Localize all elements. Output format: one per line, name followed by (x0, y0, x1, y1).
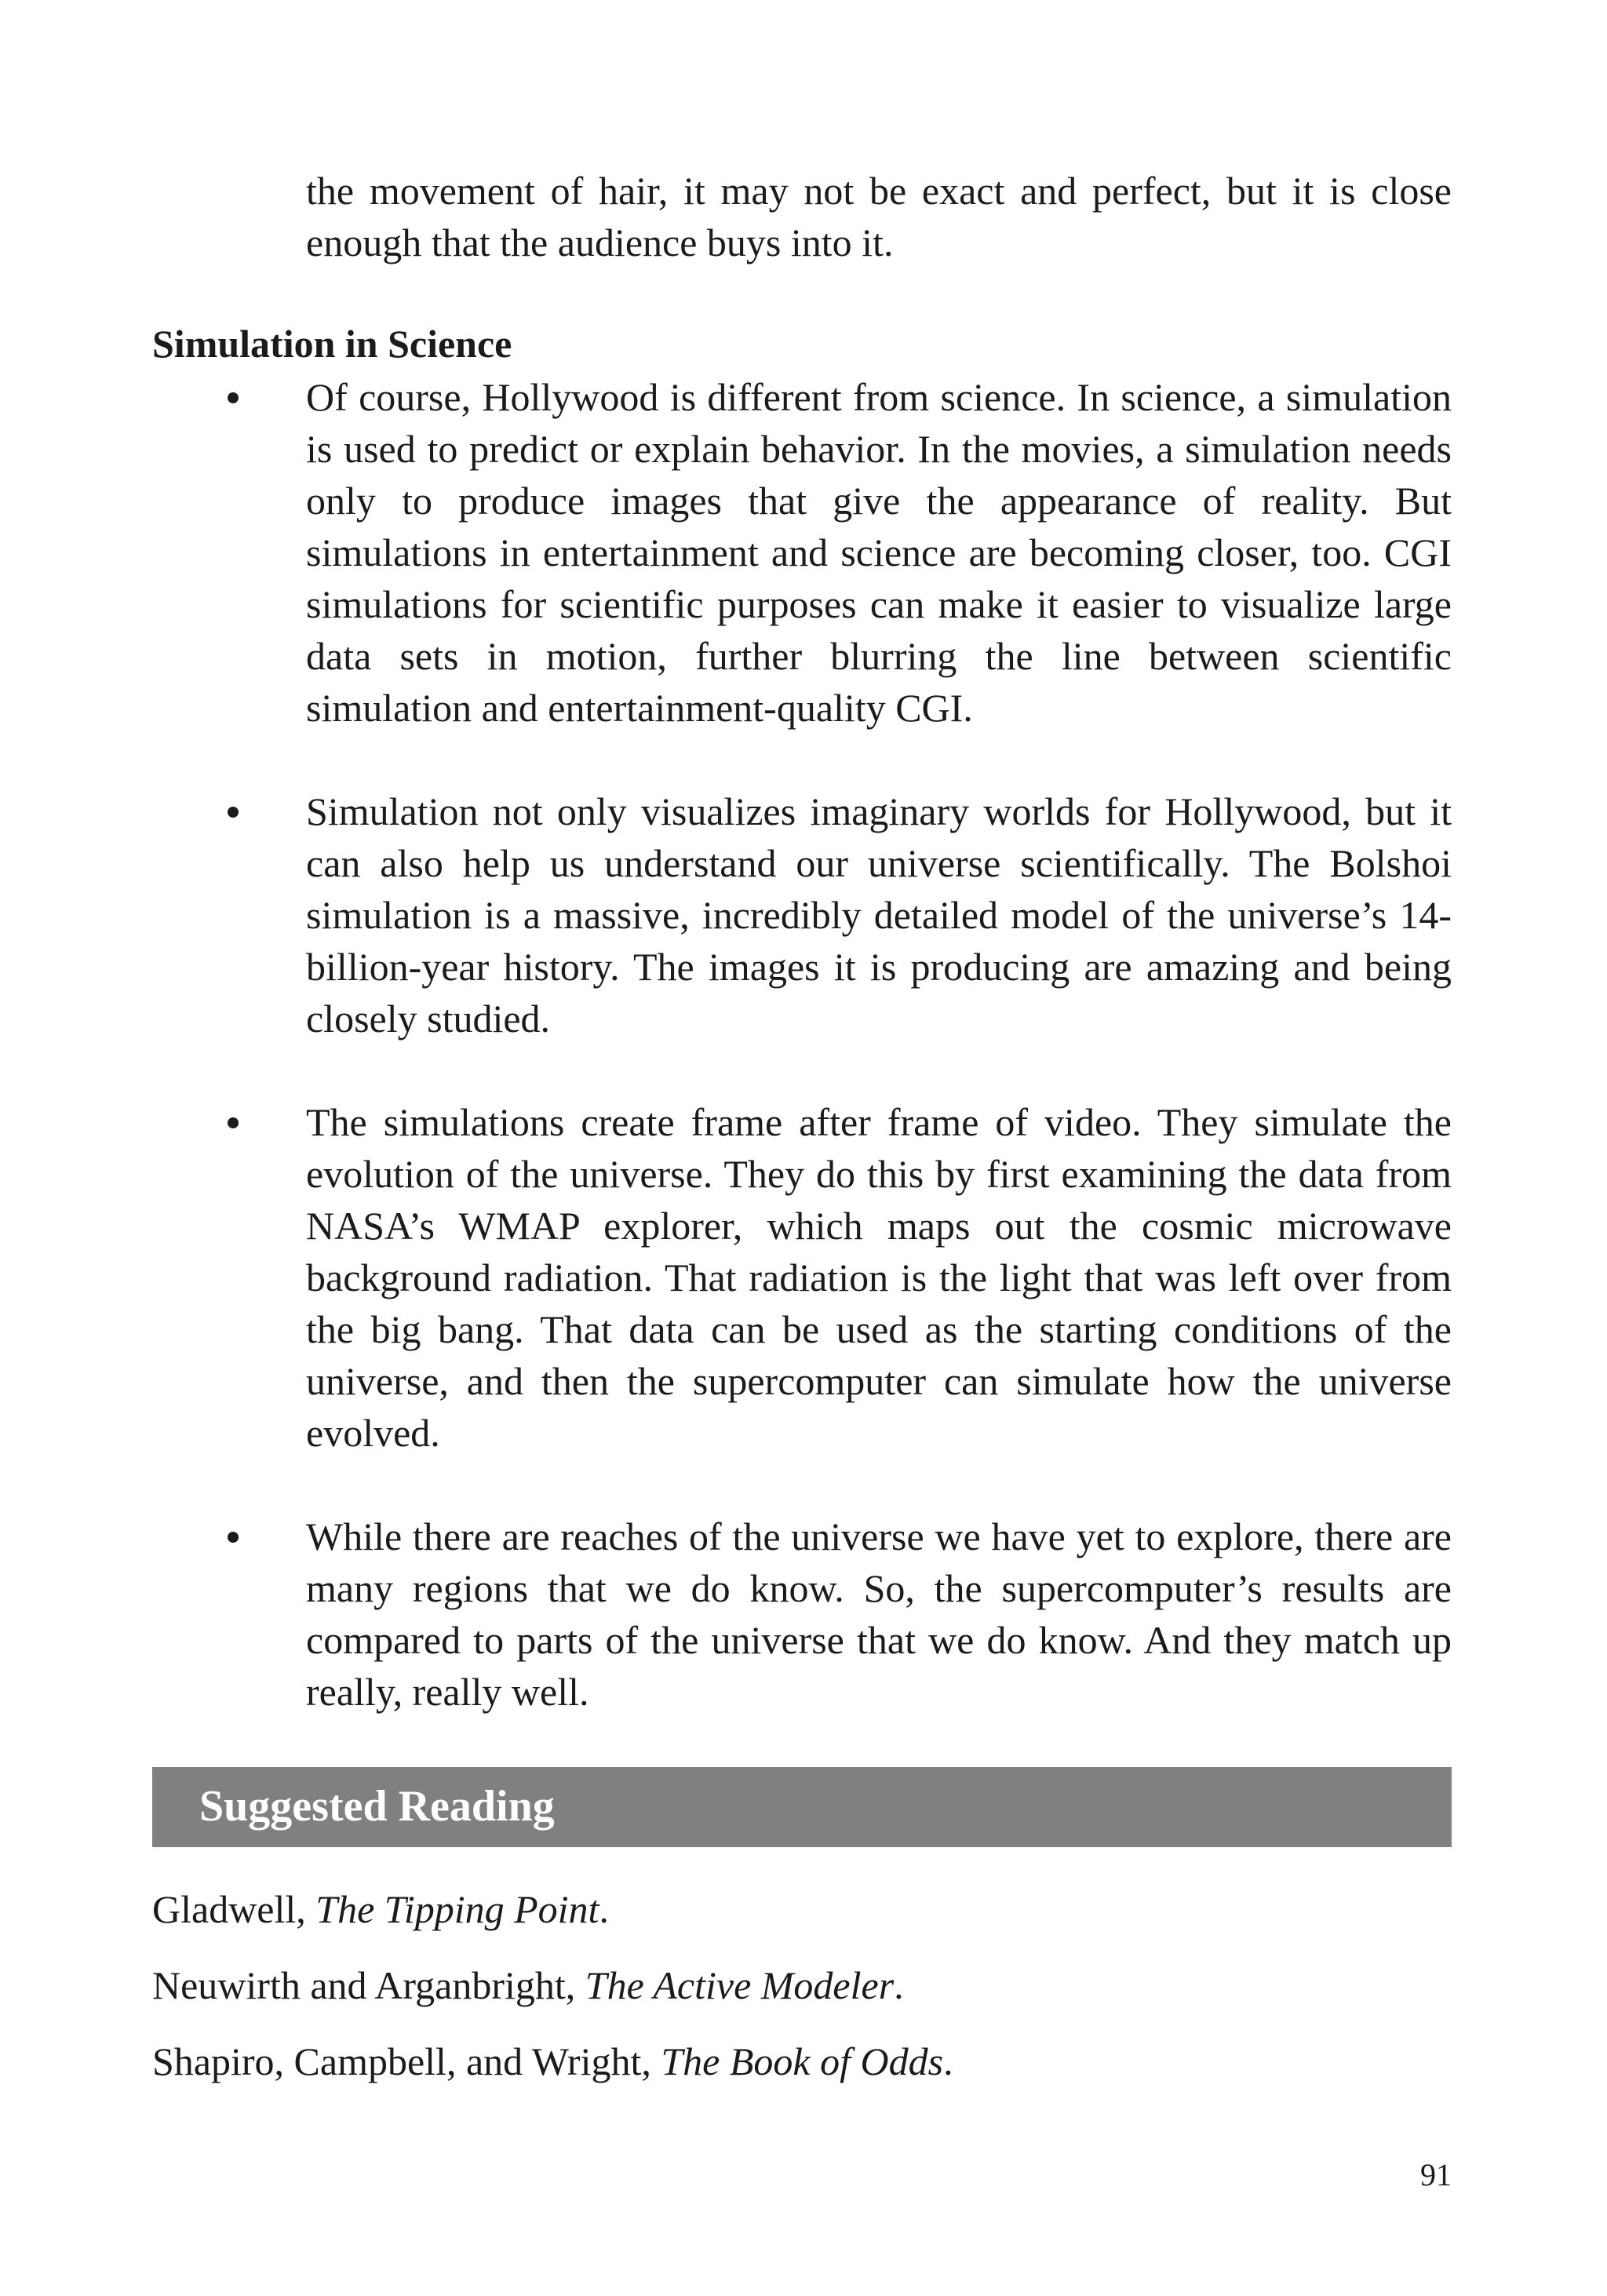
list-item (152, 1511, 1452, 1718)
bullet-list (152, 371, 1452, 1718)
list-item (152, 785, 1452, 1044)
bullet-icon (228, 1532, 239, 1543)
bullet-text: While there are reaches of the universe we have yet to explore, there are many regions that we do know. So, the supercomputer’s results are compared to parts of the universe that we do know. And they match up really, really well. (306, 1514, 1452, 1714)
bullet-text: Simulation not only visualizes imaginary worlds for Hollywood, but it can also help us understand our universe scientifically. The Bolshoi simulation is a massive, incredibly detailed model of the universe’s 14-billion-year history. The images it is producing are amazing and being closely studied. (306, 789, 1452, 1040)
reading-authors: Gladwell, (152, 1887, 316, 1931)
reading-item (152, 1959, 1452, 2011)
list-item (152, 1096, 1452, 1459)
suggested-reading-banner (152, 1767, 1452, 1847)
intro-paragraph: the movement of hair, it may not be exact and perfect, but it is close enough that the audience buys into it. (306, 169, 1452, 264)
reading-list (152, 1883, 1452, 2112)
reading-end: . (599, 1887, 609, 1931)
suggested-reading-title: Suggested Reading (199, 1782, 555, 1831)
bullet-text: Of course, Hollywood is different from science. In science, a simulation is used to predict or explain behavior. In the movies, a simulation needs only to produce images that give the appearance of reality. But simulations in entertainment and science are becoming closer, too. CGI simulations for scientific purposes can make it easier to visualize large data sets in motion, further blurring the line between scientific simulation and entertainment-quality CGI. (306, 375, 1452, 730)
reading-book-title: The Book of Odds (661, 2039, 944, 2083)
section-heading: Simulation in Science (152, 322, 512, 366)
bullet-icon (228, 1117, 239, 1128)
bullet-icon (228, 392, 239, 403)
reading-book-title: The Active Modeler (585, 1963, 895, 2007)
reading-item (152, 1883, 1452, 1935)
page-number: 91 (1420, 2157, 1452, 2192)
list-item (152, 371, 1452, 734)
reading-authors: Neuwirth and Arganbright, (152, 1963, 585, 2007)
reading-item (152, 2035, 1452, 2087)
bullet-text: The simulations create frame after frame of video. They simulate the evolution of the universe. They do this by first examining the data from NASA’s WMAP explorer, which maps out the cosmic microwave background radiation. That radiation is the light that was left over from the big bang. That data can be used as the starting conditions of the universe, and then the supercomputer can simulate how the universe evolved. (306, 1100, 1452, 1455)
reading-end: . (894, 1963, 904, 2007)
reading-end: . (943, 2039, 953, 2083)
reading-book-title: The Tipping Point (315, 1887, 599, 1931)
reading-authors: Shapiro, Campbell, and Wright, (152, 2039, 661, 2083)
bullet-icon (228, 807, 239, 818)
